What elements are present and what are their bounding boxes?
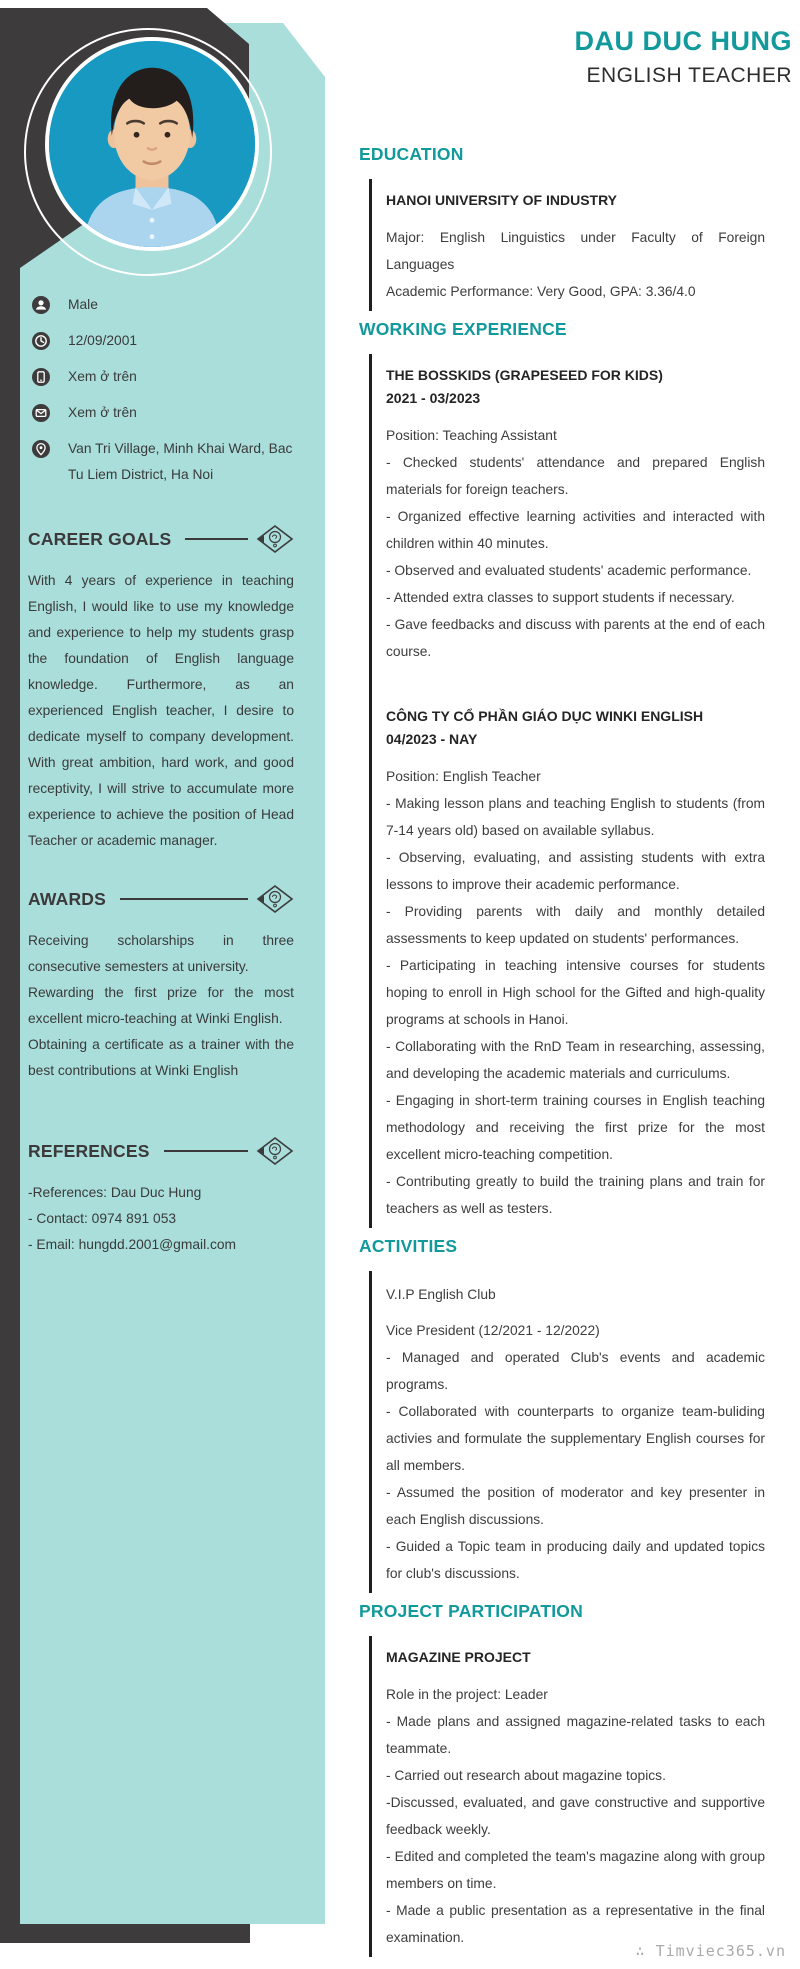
- info-item-phone: [28, 364, 294, 390]
- candidate-name: DAU DUC HUNG: [574, 26, 792, 56]
- project-block: [369, 1636, 765, 1957]
- text-line: Position: Teaching Assistant: [386, 428, 557, 443]
- job-period: 2021 - 03/2023: [386, 390, 481, 406]
- sidebar: [28, 292, 294, 1258]
- phone-icon: [32, 368, 50, 386]
- portrait-avatar-icon: [49, 41, 255, 247]
- heading-rule: [185, 538, 248, 540]
- education-details: [386, 224, 765, 305]
- heading-rule: [120, 898, 248, 900]
- diamond-ornament-icon: [256, 884, 294, 914]
- info-item-email: [28, 400, 294, 426]
- text-line: Academic Performance: Very Good, GPA: 3.36/4.0: [386, 284, 696, 299]
- text-line: - Attended extra classes to support students if necessary.: [386, 590, 735, 605]
- activities-block: [369, 1271, 765, 1593]
- text-line: - Made a public presentation as a representative in the final examination.: [386, 1903, 765, 1945]
- text-line: -Discussed, evaluated, and gave constructive and supportive feedback weekly.: [386, 1795, 765, 1837]
- text-line: Role in the project: Leader: [386, 1687, 548, 1702]
- text-line: - Edited and completed the team's magazine along with group members on time.: [386, 1849, 765, 1891]
- diamond-ornament-icon: [256, 1136, 294, 1166]
- text-line: Vice President (12/2021 - 12/2022): [386, 1323, 600, 1338]
- project-section: [359, 1601, 790, 1957]
- experience-block: [369, 354, 765, 1228]
- main-column: [359, 136, 790, 1965]
- text-line: - Gave feedbacks and discuss with parents at the end of each course.: [386, 617, 765, 659]
- activities-details: [386, 1317, 765, 1587]
- education-heading: EDUCATION: [359, 144, 464, 164]
- location-icon: [32, 440, 50, 458]
- career-goals-heading-row: [28, 524, 294, 554]
- job-period: 04/2023 - NAY: [386, 731, 478, 747]
- email-value: Xem ở trên: [68, 405, 137, 420]
- text-line: Rewarding the first prize for the most excellent micro-teaching at Winki English.: [28, 985, 294, 1026]
- text-line: - Checked students' attendance and prepared English materials for foreign teachers.: [386, 455, 765, 497]
- references-section: [28, 1136, 294, 1258]
- text-line: - Managed and operated Club's events and academic programs.: [386, 1350, 765, 1392]
- text-line: Obtaining a certificate as a trainer with the best contributions at Winki English: [28, 1037, 294, 1078]
- text-line: - Observing, evaluating, and assisting students with extra lessons to improve their academic performance.: [386, 850, 765, 892]
- education-section: [359, 144, 790, 311]
- text-line: - Contributing greatly to build the training plans and train for teachers as well as testers.: [386, 1174, 765, 1216]
- gender-value: Male: [68, 297, 98, 312]
- text-line: - Collaborated with counterparts to organize team-buliding activies and formulate the supplementary English courses for all members.: [386, 1404, 765, 1473]
- references-heading: REFERENCES: [28, 1140, 150, 1161]
- info-item-address: [28, 436, 294, 488]
- text-line: - Assumed the position of moderator and key presenter in each English discussions.: [386, 1485, 765, 1527]
- career-goals-text: With 4 years of experience in teaching English, I would like to use my knowledge and experience to help my students grasp the foundation of English language knowledge. Furthermore, as an experienced English teacher, I desire to dedicate myself to company development. With great ambition, hard work, and good receptivity, I will strive to accumulate more experience to achieve the position of Head Teacher or academic manager.: [28, 573, 294, 848]
- job-entry: [386, 364, 765, 665]
- project-details: [386, 1681, 765, 1951]
- address-value: Van Tri Village, Minh Khai Ward, Bac Tu Liem District, Ha Noi: [68, 441, 293, 482]
- job-entry: [386, 705, 765, 1222]
- project-name: MAGAZINE PROJECT: [386, 1649, 531, 1665]
- experience-section: [359, 319, 790, 1228]
- email-icon: [32, 404, 50, 422]
- career-goals-section: [28, 524, 294, 854]
- company-name: THE BOSSKIDS (GRAPESEED FOR KIDS): [386, 367, 663, 383]
- birthdate-value: 12/09/2001: [68, 333, 138, 348]
- header: [575, 24, 793, 89]
- info-item-gender: [28, 292, 294, 318]
- awards-heading: AWARDS: [28, 888, 107, 909]
- site-watermark: ∴ Timviec365.vn: [635, 1942, 786, 1960]
- text-line: - Organized effective learning activities and interacted with children within 40 minutes.: [386, 509, 765, 551]
- heading-rule: [164, 1150, 248, 1152]
- awards-section: [28, 884, 294, 1084]
- club-name: V.I.P English Club: [386, 1287, 496, 1302]
- text-line: Major: English Linguistics under Faculty of Foreign Languages: [386, 230, 765, 272]
- career-goals-body: [28, 568, 294, 854]
- personal-info-list: [28, 292, 294, 488]
- info-item-birthdate: [28, 328, 294, 354]
- references-heading-row: [28, 1136, 294, 1166]
- job-details: [386, 422, 765, 665]
- text-line: Position: English Teacher: [386, 769, 541, 784]
- company-name: CÔNG TY CỔ PHẦN GIÁO DỤC WINKI ENGLISH: [386, 708, 704, 724]
- awards-body: [28, 928, 294, 1084]
- clock-icon: [32, 332, 50, 350]
- school-name: HANOI UNIVERSITY OF INDUSTRY: [386, 192, 618, 208]
- text-line: - Participating in teaching intensive courses for students hoping to enroll in High school for the Gifted and high-quality programs at schools in Hanoi.: [386, 958, 765, 1027]
- career-goals-heading: CAREER GOALS: [28, 528, 172, 549]
- awards-heading-row: [28, 884, 294, 914]
- text-line: - Made plans and assigned magazine-related tasks to each teammate.: [386, 1714, 765, 1756]
- phone-value: Xem ở trên: [68, 369, 137, 384]
- person-icon: [32, 296, 50, 314]
- experience-heading: WORKING EXPERIENCE: [359, 319, 567, 339]
- text-line: - Guided a Topic team in producing daily and updated topics for club's discussions.: [386, 1539, 765, 1581]
- profile-photo: [45, 37, 259, 251]
- activities-section: [359, 1236, 790, 1593]
- activities-heading: ACTIVITIES: [359, 1236, 458, 1256]
- text-line: - Contact: 0974 891 053: [28, 1211, 177, 1226]
- education-block: [369, 179, 765, 311]
- text-line: - Engaging in short-term training courses in English teaching methodology and receiving the first prize for the most excellent micro-teaching competition.: [386, 1093, 765, 1162]
- project-heading: PROJECT PARTICIPATION: [359, 1601, 583, 1621]
- text-line: - Collaborating with the RnD Team in researching, assessing, and developing the academic materials and curriculums.: [386, 1039, 765, 1081]
- text-line: - Making lesson plans and teaching English to students (from 7-14 years old) based on available syllabus.: [386, 796, 765, 838]
- text-line: - Email: hungdd.2001@gmail.com: [28, 1237, 237, 1252]
- job-details: [386, 763, 765, 1222]
- text-line: - Observed and evaluated students' academic performance.: [386, 563, 752, 578]
- diamond-ornament-icon: [256, 524, 294, 554]
- text-line: -References: Dau Duc Hung: [28, 1185, 202, 1200]
- text-line: - Providing parents with daily and monthly detailed assessments to keep updated on students' performances.: [386, 904, 765, 946]
- job-title: ENGLISH TEACHER: [586, 64, 792, 87]
- text-line: Receiving scholarships in three consecutive semesters at university.: [28, 933, 294, 974]
- references-body: [28, 1180, 294, 1258]
- text-line: - Carried out research about magazine topics.: [386, 1768, 666, 1783]
